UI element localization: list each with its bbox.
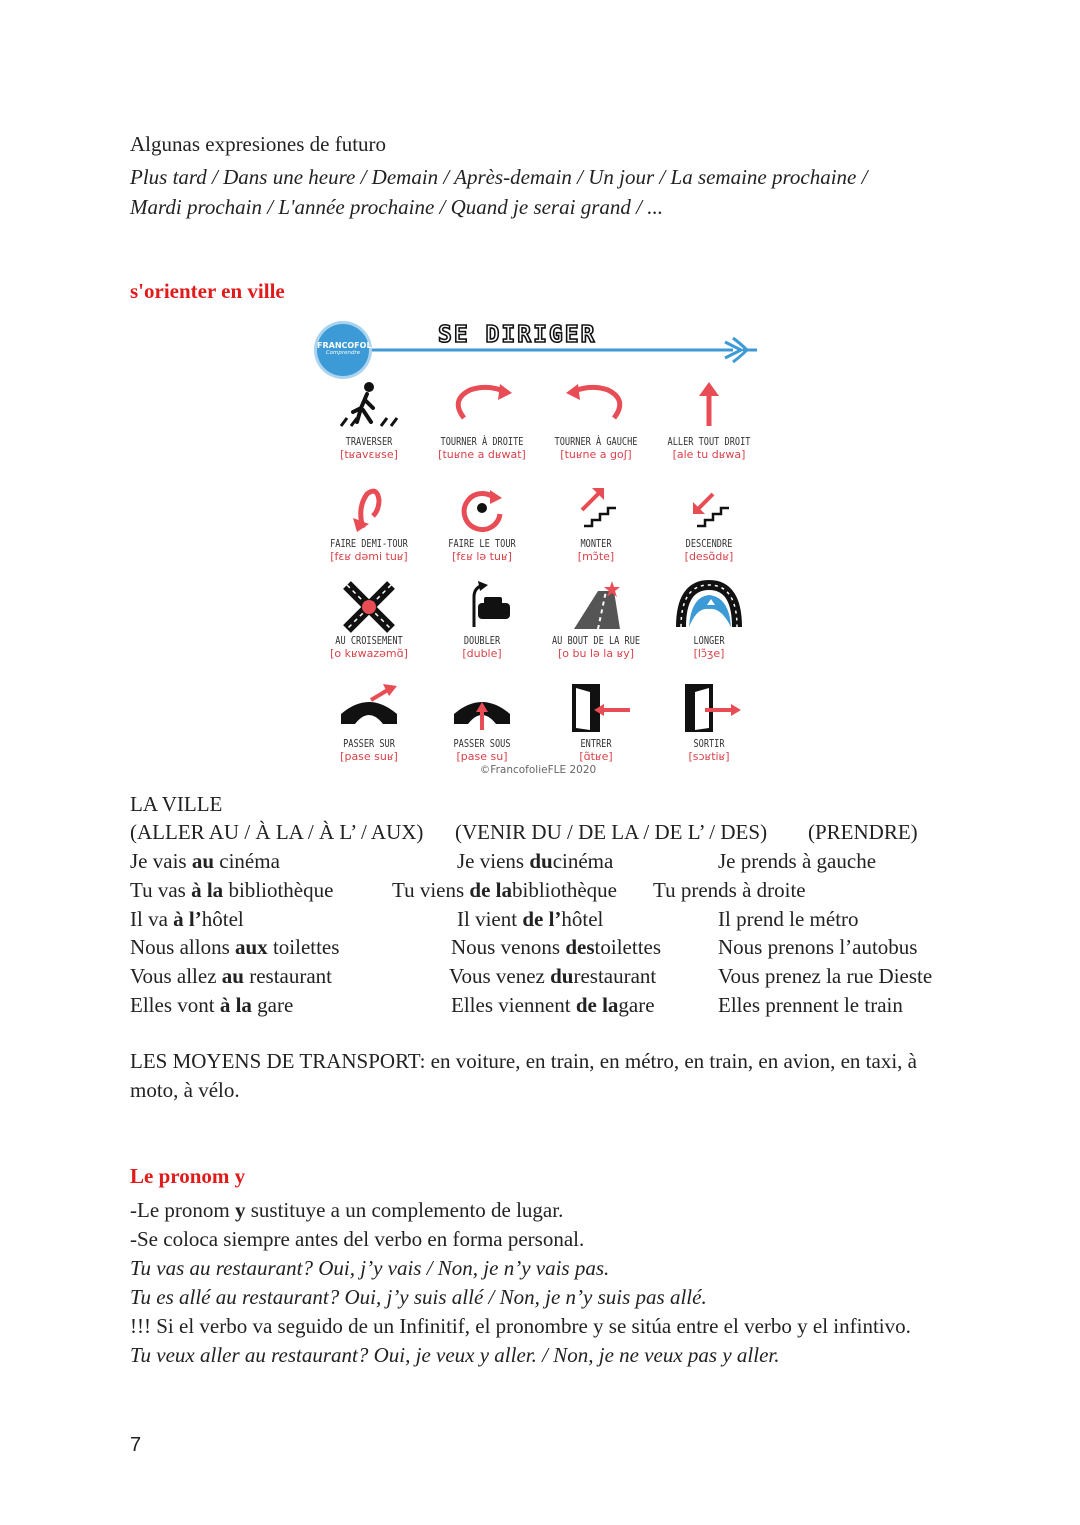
venir-article: du xyxy=(550,964,574,989)
direction-ipa: [mɔ̃te] xyxy=(577,550,615,563)
direction-aller-tout-droit xyxy=(653,378,765,461)
aller-place: restaurant xyxy=(243,964,332,989)
go-around-icon xyxy=(440,480,524,536)
pronom-example-3: Tu veux aller au restaurant? Oui, je veux y aller. / Non, je ne veux pas y aller. xyxy=(130,1343,780,1367)
ville-prendre-row xyxy=(718,847,876,875)
direction-ipa: [o kʁwazəmɑ̃] xyxy=(330,647,408,660)
direction-label: ALLER TOUT DROIT xyxy=(667,436,751,448)
bridge-over-icon xyxy=(327,680,411,736)
venir-article: des xyxy=(565,935,595,960)
aller-article: à la xyxy=(219,993,252,1017)
aller-subject: Elles vont xyxy=(130,993,220,1017)
venir-place: cinéma xyxy=(552,849,614,873)
aller-subject: Tu vas xyxy=(130,877,192,902)
prendre-text: Je prends à gauche xyxy=(718,849,877,873)
direction-ipa: [desɑ̃dʁ] xyxy=(684,550,734,563)
direction-ipa: [ale tu dʁwa] xyxy=(672,448,746,461)
ville-col-head-prendre: (PRENDRE) xyxy=(808,820,918,844)
prendre-text: Elles prennent le train xyxy=(718,993,903,1017)
end-of-road-icon xyxy=(554,577,638,633)
aller-place: gare xyxy=(251,993,294,1017)
direction-tourner-droite xyxy=(426,378,538,461)
venir-place: restaurant xyxy=(573,964,657,989)
direction-au-croisement xyxy=(313,577,425,660)
page-number: 7 xyxy=(130,1434,142,1456)
venir-subject: Il vient xyxy=(457,906,523,931)
infographic-title: SE DIRIGER xyxy=(438,322,597,348)
ville-venir-row xyxy=(457,847,613,875)
ville-aller-row xyxy=(130,847,280,875)
ville-venir-row xyxy=(449,962,656,990)
direction-passer-sur xyxy=(313,680,425,763)
aller-article: à la xyxy=(191,877,224,902)
ville-col-head-aller: (ALLER AU / À LA / À L’ / AUX) xyxy=(130,820,424,844)
pronom-note: !!! Si el verbo va seguido de un Infinitif, el pronombre y se sitúa entre el verbo y el infintivo. xyxy=(130,1314,911,1338)
direction-entrer xyxy=(540,680,652,763)
venir-place: bibliothèque xyxy=(512,877,617,902)
direction-label: DESCENDRE xyxy=(685,538,733,550)
venir-subject: Tu viens xyxy=(392,877,470,902)
pronom-example-1: Tu vas au restaurant? Oui, j’y vais / Non, je n’y vais pas. xyxy=(130,1256,610,1280)
direction-doubler xyxy=(426,577,538,660)
direction-label: TOURNER À GAUCHE xyxy=(554,436,638,448)
pronom-y-bold: y xyxy=(234,1198,246,1222)
aller-subject: Je vais xyxy=(130,849,192,873)
badge-subtext: Comprendre xyxy=(325,350,361,356)
transport-line-1: LES MOYENS DE TRANSPORT: en voiture, en train, en métro, en train, en avion, en taxi, à xyxy=(130,1049,917,1073)
ville-prendre-row xyxy=(653,876,806,904)
direction-label: DOUBLER xyxy=(463,635,501,647)
direction-descendre xyxy=(653,480,765,563)
turn-right-icon xyxy=(440,378,524,434)
ville-prendre-row xyxy=(718,991,903,1019)
direction-ipa: [o bu lə la ʁy] xyxy=(557,647,635,660)
aller-place: hôtel xyxy=(201,906,244,931)
pronom-line-1a: -Le pronom xyxy=(130,1198,235,1222)
crossroads-icon xyxy=(327,577,411,633)
se-diriger-infographic xyxy=(313,318,763,780)
ville-venir-row xyxy=(451,933,661,961)
direction-sortir xyxy=(653,680,765,763)
direction-ipa: [sɔʁtiʁ] xyxy=(688,750,730,763)
aller-article: aux xyxy=(235,935,268,960)
direction-ipa: [tuʁne a goʃ] xyxy=(560,448,632,461)
direction-label: AU CROISEMENT xyxy=(335,635,403,647)
direction-label: PASSER SOUS xyxy=(453,738,511,750)
direction-ipa: [duble] xyxy=(462,647,502,660)
pronom-heading: Le pronom y xyxy=(130,1164,246,1188)
badge-text: FRANCOFOLIE xyxy=(317,341,380,350)
prendre-text: Tu prends à droite xyxy=(653,877,806,902)
direction-label: TRAVERSER xyxy=(345,436,393,448)
venir-subject: Elles viennent xyxy=(451,993,576,1017)
orienter-heading: s'orienter en ville xyxy=(130,279,285,303)
venir-place: gare xyxy=(618,993,655,1017)
prendre-text: Nous prenons l’autobus xyxy=(718,935,918,960)
direction-au-bout-de-la-rue xyxy=(540,577,652,660)
direction-ipa: [lɔ̃ʒe] xyxy=(693,647,725,660)
straight-arrow-icon xyxy=(667,378,751,434)
direction-ipa: [fɛʁ dəmi tuʁ] xyxy=(330,550,408,563)
direction-faire-le-tour xyxy=(426,480,538,563)
futuro-line-1: Plus tard / Dans une heure / Demain / Après-demain / Un jour / La semaine prochaine / xyxy=(130,165,868,189)
aller-place: bibliothèque xyxy=(223,877,334,902)
direction-ipa: [fɛʁ lə tuʁ] xyxy=(452,550,512,563)
prendre-text: Il prend le métro xyxy=(718,906,859,931)
pronom-line-1c: sustituye a un complemento de lugar. xyxy=(245,1198,564,1222)
pedestrian-icon xyxy=(327,378,411,434)
aller-article: au xyxy=(191,849,215,873)
direction-faire-demi-tour xyxy=(313,480,425,563)
ville-prendre-row xyxy=(718,962,932,990)
direction-ipa: [tʁavɛʁse] xyxy=(340,448,398,461)
direction-label: ENTRER xyxy=(580,738,612,750)
francofolie-badge xyxy=(317,324,380,376)
direction-monter xyxy=(540,480,652,563)
direction-traverser xyxy=(313,378,425,461)
ville-venir-row xyxy=(451,991,655,1019)
venir-subject: Nous venons xyxy=(451,935,566,960)
direction-label: AU BOUT DE LA RUE xyxy=(551,635,641,647)
ville-aller-row xyxy=(130,933,339,961)
direction-label: MONTER xyxy=(580,538,612,550)
futuro-heading: Algunas expresiones de futuro xyxy=(130,132,387,156)
ville-aller-row xyxy=(130,962,332,990)
infographic-credit: ©FrancofolieFLE 2020 xyxy=(479,764,597,776)
aller-article: à l’ xyxy=(173,906,202,931)
direction-label: PASSER SUR xyxy=(343,738,395,750)
venir-article: de l’ xyxy=(522,906,562,931)
venir-article: de la xyxy=(575,993,619,1017)
pronom-example-2: Tu es allé au restaurant? Oui, j’y suis allé / Non, je n’y suis pas allé. xyxy=(130,1285,707,1309)
direction-ipa: [ɑ̃tʁe] xyxy=(579,750,613,763)
ville-aller-row xyxy=(130,991,293,1019)
bridge-under-icon xyxy=(440,680,524,736)
direction-ipa: [pase su] xyxy=(456,750,508,763)
ville-prendre-row xyxy=(718,905,859,933)
river-road-icon xyxy=(667,577,751,633)
direction-longer xyxy=(653,577,765,660)
ville-prendre-row xyxy=(718,933,917,961)
venir-subject: Vous venez xyxy=(449,964,551,989)
direction-ipa: [pase suʁ] xyxy=(340,750,398,763)
direction-label: SORTIR xyxy=(693,738,725,750)
ville-aller-row xyxy=(130,905,244,933)
aller-place: toilettes xyxy=(267,935,340,960)
pronom-line-2: -Se coloca siempre antes del verbo en forma personal. xyxy=(130,1227,585,1251)
direction-label: FAIRE LE TOUR xyxy=(448,538,516,550)
direction-ipa: [tuʁne a dʁwat] xyxy=(438,448,526,461)
stairs-down-icon xyxy=(667,480,751,536)
aller-article: au xyxy=(221,964,244,989)
turn-left-icon xyxy=(554,378,638,434)
venir-place: toilettes xyxy=(594,935,662,960)
futuro-line-2: Mardi prochain / L'année prochaine / Quand je serai grand / ... xyxy=(130,195,663,219)
ville-venir-row xyxy=(392,876,617,904)
door-enter-icon xyxy=(554,680,638,736)
direction-label: TOURNER À DROITE xyxy=(440,436,524,448)
venir-place: hôtel xyxy=(561,906,604,931)
direction-label: LONGER xyxy=(693,635,725,647)
prendre-text: Vous prenez la rue Dieste xyxy=(718,964,933,989)
aller-subject: Vous allez xyxy=(130,964,222,989)
direction-passer-sous xyxy=(426,680,538,763)
direction-label: FAIRE DEMI-TOUR xyxy=(330,538,408,550)
door-exit-icon xyxy=(667,680,751,736)
ville-heading: LA VILLE xyxy=(130,792,223,816)
overtake-car-icon xyxy=(440,577,524,633)
venir-article: du xyxy=(529,849,553,873)
transport-line-2: moto, à vélo. xyxy=(130,1078,240,1102)
aller-subject: Il va xyxy=(130,906,174,931)
venir-subject: Je viens xyxy=(457,849,530,873)
ville-col-head-venir: (VENIR DU / DE LA / DE L’ / DES) xyxy=(455,820,768,844)
ville-venir-row xyxy=(457,905,603,933)
pronom-line-1 xyxy=(130,1196,563,1224)
aller-place: cinéma xyxy=(214,849,280,873)
venir-article: de la xyxy=(469,877,513,902)
ville-aller-row xyxy=(130,876,333,904)
stairs-up-icon xyxy=(554,480,638,536)
u-turn-icon xyxy=(327,480,411,536)
aller-subject: Nous allons xyxy=(130,935,235,960)
direction-tourner-gauche xyxy=(540,378,652,461)
